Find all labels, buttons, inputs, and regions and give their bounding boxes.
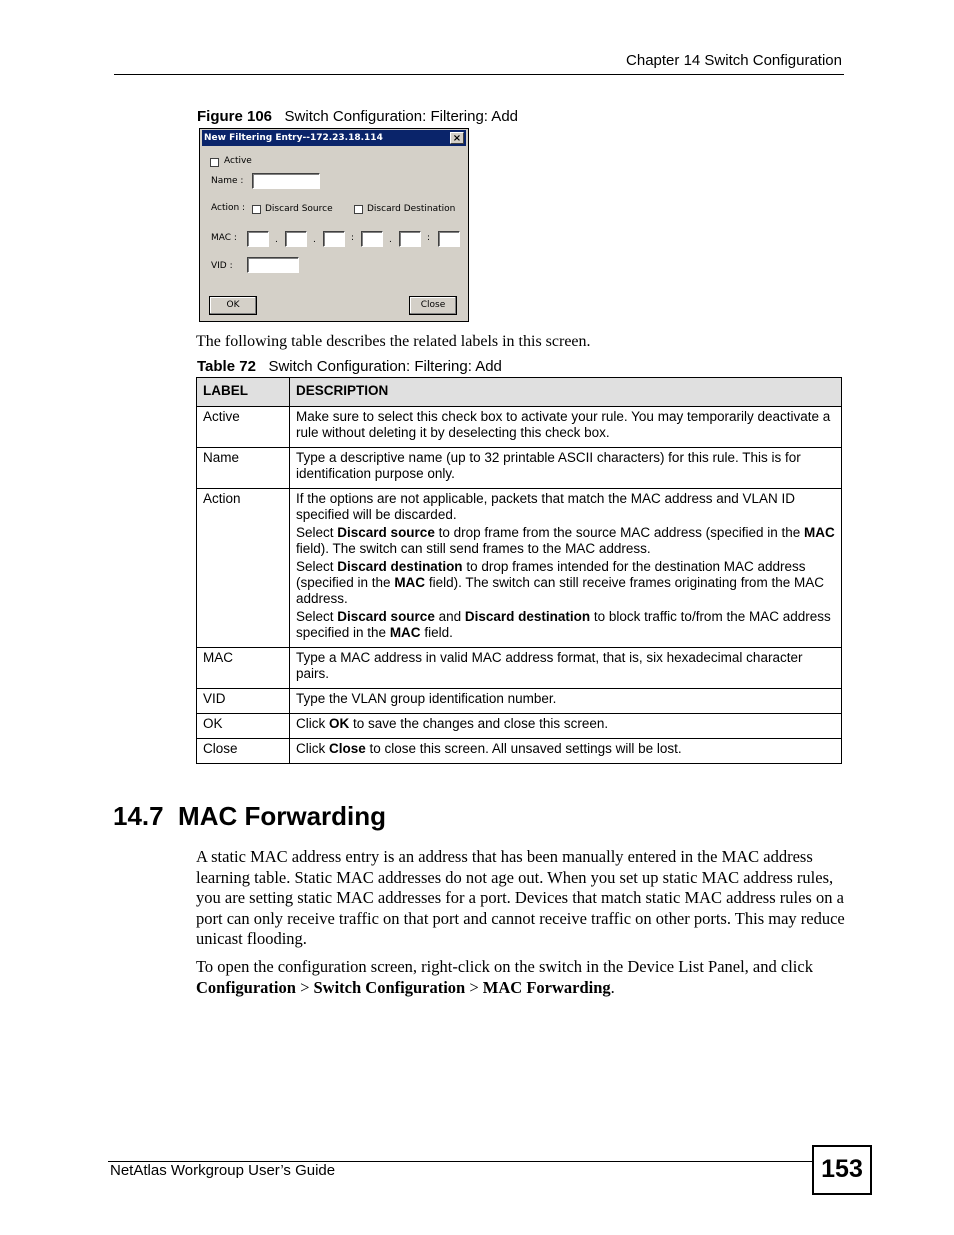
- mac-separator: :: [351, 233, 355, 243]
- discard-destination-checkbox[interactable]: [354, 205, 363, 214]
- row-description: Type a descriptive name (up to 32 printable ASCII characters) for this rule. This is for identification purpose only.: [290, 448, 842, 489]
- table-row: [197, 648, 842, 689]
- figure-title: Switch Configuration: Filtering: Add: [284, 108, 518, 125]
- name-label: Name :: [211, 176, 244, 186]
- active-label: Active: [224, 156, 252, 166]
- mac-separator: .: [313, 235, 316, 245]
- labels-table: [196, 377, 842, 764]
- mac-label: MAC :: [211, 233, 237, 243]
- table-row: [197, 489, 842, 648]
- mac-octet-field[interactable]: [323, 231, 345, 247]
- row-label: Name: [197, 448, 290, 489]
- close-button[interactable]: Close: [409, 296, 457, 315]
- row-label: Active: [197, 407, 290, 448]
- table-row: [197, 689, 842, 714]
- dialog-screenshot: [199, 128, 469, 322]
- figure-caption: [197, 108, 518, 125]
- name-field[interactable]: [252, 173, 320, 189]
- action-desc-discard-source: Select Discard source to drop frame from the source MAC address (specified in the MAC field). The switch can still send frames to the MAC address.: [296, 525, 835, 556]
- discard-destination-label: Discard Destination: [367, 204, 456, 214]
- table-row: [197, 739, 842, 764]
- mac-octet-field[interactable]: [361, 231, 383, 247]
- action-desc-discard-destination: Select Discard destination to drop frames intended for the destination MAC address (specified in the MAC field). The switch can still receive frames originating from the MAC address.: [296, 559, 824, 606]
- column-header-description: DESCRIPTION: [290, 378, 842, 407]
- guide-title: NetAtlas Workgroup User’s Guide: [110, 1162, 336, 1179]
- chapter-header: Chapter 14 Switch Configuration: [626, 52, 842, 69]
- row-description: Type a MAC address in valid MAC address format, that is, six hexadecimal character pairs.: [290, 648, 842, 689]
- row-description: [290, 489, 842, 648]
- table-header-row: [197, 378, 842, 407]
- table-number: Table 72: [197, 358, 256, 375]
- header-rule: [114, 74, 844, 75]
- row-label: Close: [197, 739, 290, 764]
- row-label: OK: [197, 714, 290, 739]
- mac-separator: .: [389, 235, 392, 245]
- row-description: Make sure to select this check box to activate your rule. You may temporarily deactivate a rule without deleting it by deselecting this check box.: [290, 407, 842, 448]
- action-desc-both: Select Discard source and Discard destination to block traffic to/from the MAC address specified in the MAC field.: [296, 609, 831, 640]
- section-heading: 14.7 MAC Forwarding: [113, 801, 387, 831]
- table-row: [197, 448, 842, 489]
- dialog-titlebar: [202, 130, 466, 146]
- table-title: Switch Configuration: Filtering: Add: [268, 358, 502, 375]
- row-label: MAC: [197, 648, 290, 689]
- row-description: Type the VLAN group identification number.: [290, 689, 842, 714]
- ok-button[interactable]: OK: [209, 296, 257, 315]
- section-instructions: To open the configuration screen, right-click on the switch in the Device List Panel, and click Configuration > Switch Configuration > MAC Forwarding.: [196, 957, 813, 997]
- mac-octet-field[interactable]: [399, 231, 421, 247]
- mac-octet-field[interactable]: [247, 231, 269, 247]
- page-number: 153: [812, 1145, 872, 1195]
- row-description: Click OK to save the changes and close this screen.: [290, 714, 842, 739]
- mac-octet-field[interactable]: [285, 231, 307, 247]
- row-description: Click Close to close this screen. All unsaved settings will be lost.: [290, 739, 842, 764]
- vid-field[interactable]: [247, 257, 299, 273]
- action-desc-intro: If the options are not applicable, packets that match the MAC address and VLAN ID specified will be discarded.: [296, 491, 796, 522]
- section-paragraph: A static MAC address entry is an address that has been manually entered in the MAC address learning table. Static MAC addresses do not age out. When you set up static MAC address rules, you are setting static MAC addresses for a port. Devices that match static MAC address rules on a port can only receive traffic on that port and cannot receive traffic on other ports. This may reduce unicast flooding.: [196, 847, 845, 948]
- vid-label: VID :: [211, 261, 233, 271]
- figure-number: Figure 106: [197, 108, 273, 125]
- close-icon[interactable]: ×: [450, 132, 464, 144]
- active-checkbox[interactable]: [210, 158, 219, 167]
- mac-separator: .: [275, 235, 278, 245]
- mac-octet-field[interactable]: [438, 231, 460, 247]
- table-caption: [197, 358, 502, 375]
- discard-source-label: Discard Source: [265, 204, 333, 214]
- discard-source-checkbox[interactable]: [252, 205, 261, 214]
- row-label: VID: [197, 689, 290, 714]
- action-label: Action :: [211, 203, 246, 213]
- dialog-title: New Filtering Entry--172.23.18.114: [204, 133, 383, 143]
- row-label: Action: [197, 489, 290, 648]
- table-row: [197, 714, 842, 739]
- new-filtering-entry-dialog: [200, 129, 468, 321]
- intro-text: The following table describes the related labels in this screen.: [196, 333, 591, 350]
- mac-separator: :: [427, 233, 431, 243]
- table-row: [197, 407, 842, 448]
- column-header-label: LABEL: [197, 378, 290, 407]
